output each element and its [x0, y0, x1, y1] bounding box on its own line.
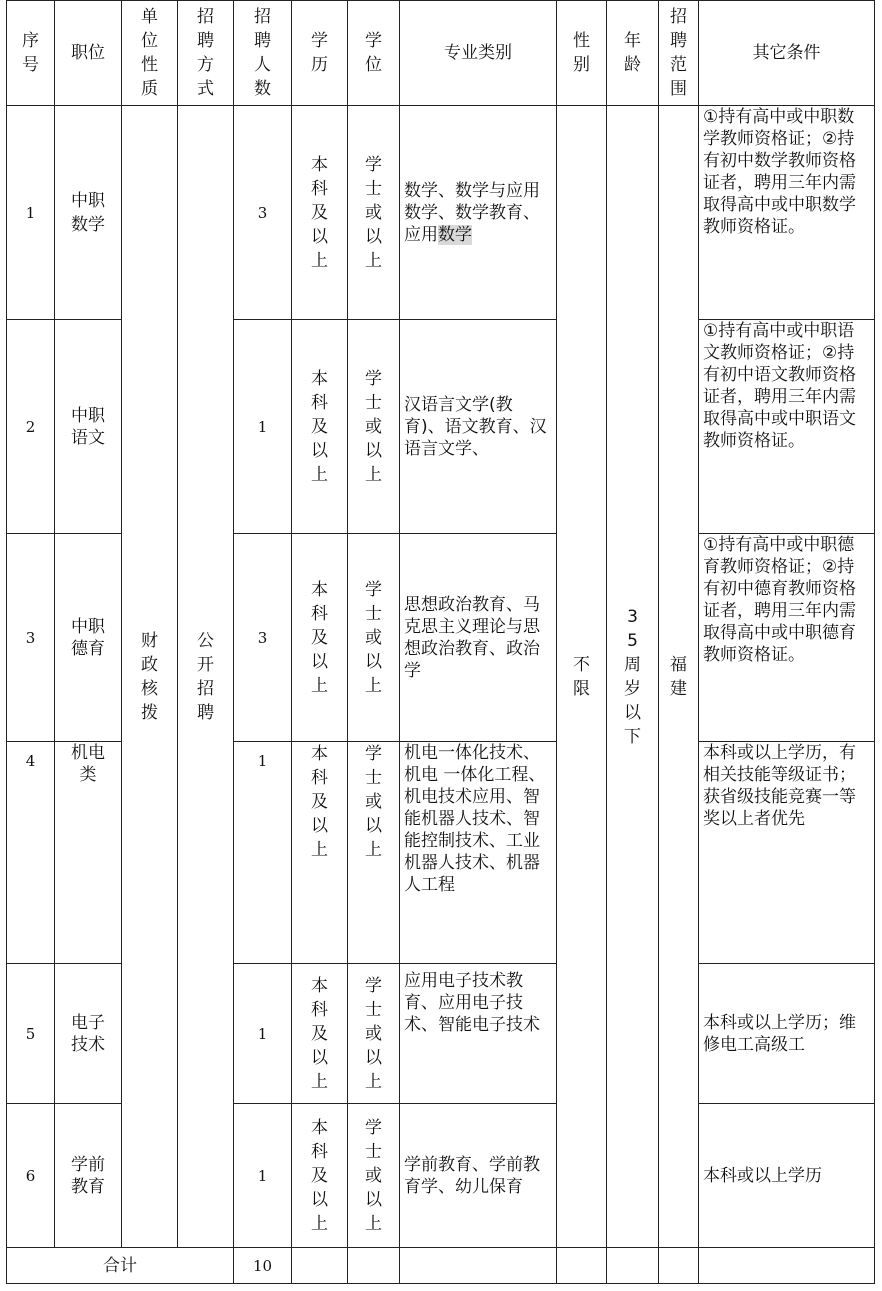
cell-position: 电子技术 — [55, 964, 122, 1104]
cell-major: 思想政治教育、马克思主义理论与思想政治教育、政治学 — [400, 534, 557, 742]
cell-position: 中职德育 — [55, 534, 122, 742]
header-gender: 性别 — [557, 1, 607, 106]
total-row — [7, 1248, 875, 1284]
cell-education: 本科及以上 — [292, 106, 348, 320]
cell-scope: 福建 — [659, 106, 699, 1248]
cell-count: 3 — [234, 106, 292, 320]
empty-cell — [292, 1248, 348, 1284]
cell-count: 1 — [234, 742, 292, 964]
header-position: 职位 — [55, 1, 122, 106]
cell-major: 数学、数学与应用数学、数学教育、应用数学 — [400, 106, 557, 320]
cell-count: 3 — [234, 534, 292, 742]
empty-cell — [607, 1248, 659, 1284]
cell-unit-nature: 财政核拨 — [122, 106, 178, 1248]
cell-seq: 3 — [7, 534, 55, 742]
header-seq: 序号 — [7, 1, 55, 106]
cell-seq: 6 — [7, 1104, 55, 1248]
cell-education: 本科及以上 — [292, 534, 348, 742]
cell-education: 本科及以上 — [292, 1104, 348, 1248]
cell-count: 1 — [234, 1104, 292, 1248]
total-label: 合计 — [7, 1248, 234, 1284]
cell-degree: 学士或以上 — [348, 534, 400, 742]
cell-other: ①持有高中或中职语文教师资格证；②持有初中语文教师资格证者，聘用三年内需取得高中或中职语文教师资格证。 — [699, 320, 875, 534]
cell-degree: 学士或以上 — [348, 964, 400, 1104]
empty-cell — [400, 1248, 557, 1284]
empty-cell — [699, 1248, 875, 1284]
header-recruit-method: 招聘方式 — [178, 1, 234, 106]
cell-seq: 4 — [7, 742, 55, 964]
cell-other: 本科或以上学历，有相关技能等级证书；获省级技能竞赛一等奖以上者优先 — [699, 742, 875, 964]
cell-degree: 学士或以上 — [348, 742, 400, 964]
table-row — [7, 106, 875, 320]
header-row — [7, 1, 875, 106]
header-major: 专业类别 — [400, 1, 557, 106]
cell-major: 学前教育、学前教育学、幼儿保育 — [400, 1104, 557, 1248]
cell-other: ①持有高中或中职数学教师资格证；②持有初中数学教师资格证者，聘用三年内需取得高中或中职数学教师资格证。 — [699, 106, 875, 320]
cell-position: 学前教育 — [55, 1104, 122, 1248]
cell-degree: 学士或以上 — [348, 1104, 400, 1248]
cell-seq: 2 — [7, 320, 55, 534]
cell-major: 应用电子技术教育、应用电子技术、智能电子技术 — [400, 964, 557, 1104]
cell-seq: 5 — [7, 964, 55, 1104]
cell-education: 本科及以上 — [292, 742, 348, 964]
cell-recruit-method: 公开招聘 — [178, 106, 234, 1248]
cell-degree: 学士或以上 — [348, 106, 400, 320]
cell-other: ①持有高中或中职德育教师资格证；②持有初中德育教师资格证者，聘用三年内需取得高中或中职德育教师资格证。 — [699, 534, 875, 742]
total-count: 10 — [234, 1248, 292, 1284]
empty-cell — [557, 1248, 607, 1284]
empty-cell — [659, 1248, 699, 1284]
recruitment-table — [6, 0, 875, 1284]
cell-major: 机电一体化技术、机电 一体化工程、机电技术应用、智能机器人技术、智能控制技术、工业机器人技术、机器人工程 — [400, 742, 557, 964]
cell-age: 35周岁以下 — [607, 106, 659, 1248]
cell-gender: 不限 — [557, 106, 607, 1248]
highlighted-text: 数学 — [438, 224, 472, 245]
header-degree: 学位 — [348, 1, 400, 106]
cell-count: 1 — [234, 320, 292, 534]
cell-position: 机电类 — [55, 742, 122, 964]
header-education: 学历 — [292, 1, 348, 106]
header-unit-nature: 单位性质 — [122, 1, 178, 106]
cell-major: 汉语言文学(教育)、语文教育、汉语言文学、 — [400, 320, 557, 534]
empty-cell — [348, 1248, 400, 1284]
header-scope: 招聘范围 — [659, 1, 699, 106]
cell-other: 本科或以上学历 — [699, 1104, 875, 1248]
header-age: 年龄 — [607, 1, 659, 106]
cell-seq: 1 — [7, 106, 55, 320]
cell-other: 本科或以上学历；维修电工高级工 — [699, 964, 875, 1104]
cell-education: 本科及以上 — [292, 964, 348, 1104]
cell-education: 本科及以上 — [292, 320, 348, 534]
header-recruit-count: 招聘人数 — [234, 1, 292, 106]
cell-count: 1 — [234, 964, 292, 1104]
cell-position: 中职数学 — [55, 106, 122, 320]
cell-position: 中职语文 — [55, 320, 122, 534]
cell-degree: 学士或以上 — [348, 320, 400, 534]
header-other: 其它条件 — [699, 1, 875, 106]
